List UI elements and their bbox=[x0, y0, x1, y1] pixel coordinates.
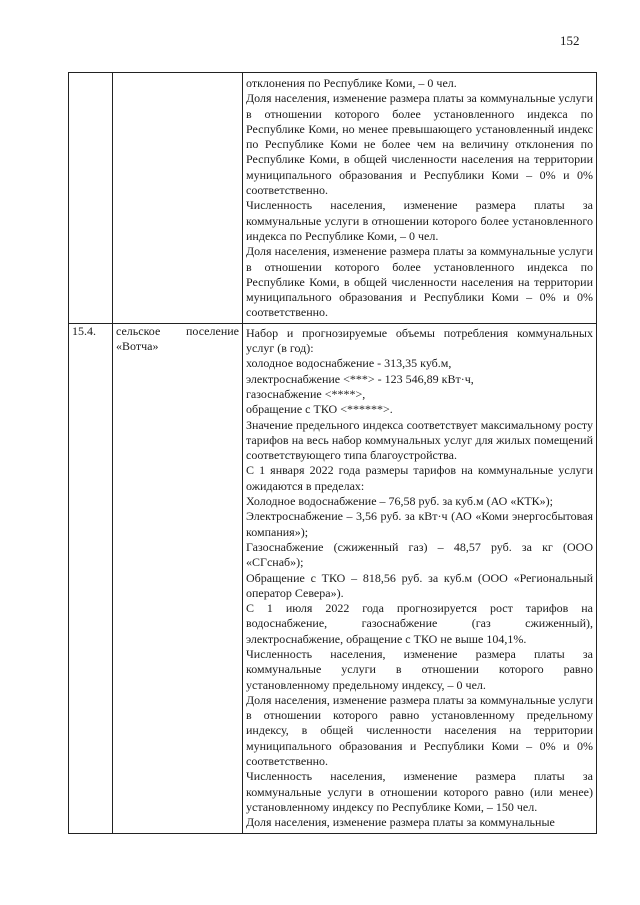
table-row bbox=[69, 323, 597, 833]
paragraph: Доля населения, изменение размера платы за коммунальные услуги в отношении которого более установленного индекса по Республике Коми, но менее превышающего установленный индекс по Республике Коми не более чем на величину отклонения по Республике Коми, в общей численности населения на территории муниципального образования и Республики Коми – 0% и 0% соответственно. bbox=[246, 91, 593, 198]
paragraph: Доля населения, изменение размера платы за коммунальные услуги в отношении которого равно установленному предельному индексу, в общей численности населения на территории муниципального образования и Республики Коми – 0% и 0% соответственно. bbox=[246, 692, 593, 769]
paragraph: Доля населения, изменение размера платы за коммунальные bbox=[246, 815, 555, 830]
paragraph: отклонения по Республике Коми, – 0 чел. bbox=[246, 76, 457, 90]
paragraph: Значение предельного индекса соответствует максимальному росту тарифов на весь набор коммунальных услуг для жилых помещений соответствующего типа благоустройства. bbox=[246, 417, 593, 463]
paragraph: газоснабжение <****>, bbox=[246, 386, 366, 401]
paragraph: холодное водоснабжение - 313,35 куб.м, bbox=[246, 356, 452, 371]
settlement-name-cell: сельское поселение «Вотча» bbox=[113, 323, 243, 833]
document-table bbox=[68, 72, 597, 834]
row-number-cell bbox=[69, 73, 113, 324]
table-row bbox=[69, 73, 597, 324]
paragraph: Электроснабжение – 3,56 руб. за кВт·ч (АО «Коми энергосбытовая компания»); bbox=[246, 509, 593, 539]
paragraph: Обращение с ТКО – 818,56 руб. за куб.м (ООО «Региональный оператор Севера»). bbox=[246, 570, 593, 600]
paragraph: Численность населения, изменение размера платы за коммунальные услуги в отношении которого равно (или менее) установленному индексу по Республике Коми, – 150 чел. bbox=[246, 769, 593, 814]
page-number: 152 bbox=[560, 33, 580, 48]
paragraph: обращение с ТКО <******>. bbox=[246, 402, 393, 417]
paragraph: С 1 июля 2022 года прогнозируется рост тарифов на водоснабжение, газоснабжение (газ сжиженный), электроснабжение, обращение с ТКО не выше 104,1%. bbox=[246, 601, 593, 646]
paragraph: электроснабжение <***> - 123 546,89 кВт·ч, bbox=[246, 371, 474, 386]
settlement-name-cell bbox=[113, 73, 243, 324]
content-cell bbox=[243, 323, 597, 833]
paragraph: Доля населения, изменение размера платы за коммунальные услуги в отношении которого более установленного индекса по Республике Коми, в общей численности населения на территории муниципального образования и Республики Коми – 0% и 0% соответственно. bbox=[246, 244, 593, 320]
paragraph: С 1 января 2022 года размеры тарифов на коммунальные услуги ожидаются в пределах: bbox=[246, 463, 593, 493]
row-number-cell: 15.4. bbox=[69, 323, 113, 833]
paragraph: Холодное водоснабжение – 76,58 руб. за куб.м (АО «КТК»); bbox=[246, 494, 554, 509]
paragraph: Численность населения, изменение размера платы за коммунальные услуги в отношении которого равно установленному предельному индексу, – 0 чел. bbox=[246, 646, 593, 692]
paragraph: Численность населения, изменение размера платы за коммунальные услуги в отношении которого более установленного индекса по Республике Коми, – 0 чел. bbox=[246, 198, 593, 243]
paragraph: Газоснабжение (сжиженный газ) – 48,57 руб. за кг (ООО «СГснаб»); bbox=[246, 539, 593, 570]
content-cell bbox=[243, 73, 597, 324]
paragraph: Набор и прогнозируемые объемы потребления коммунальных услуг (в год): bbox=[246, 325, 593, 356]
